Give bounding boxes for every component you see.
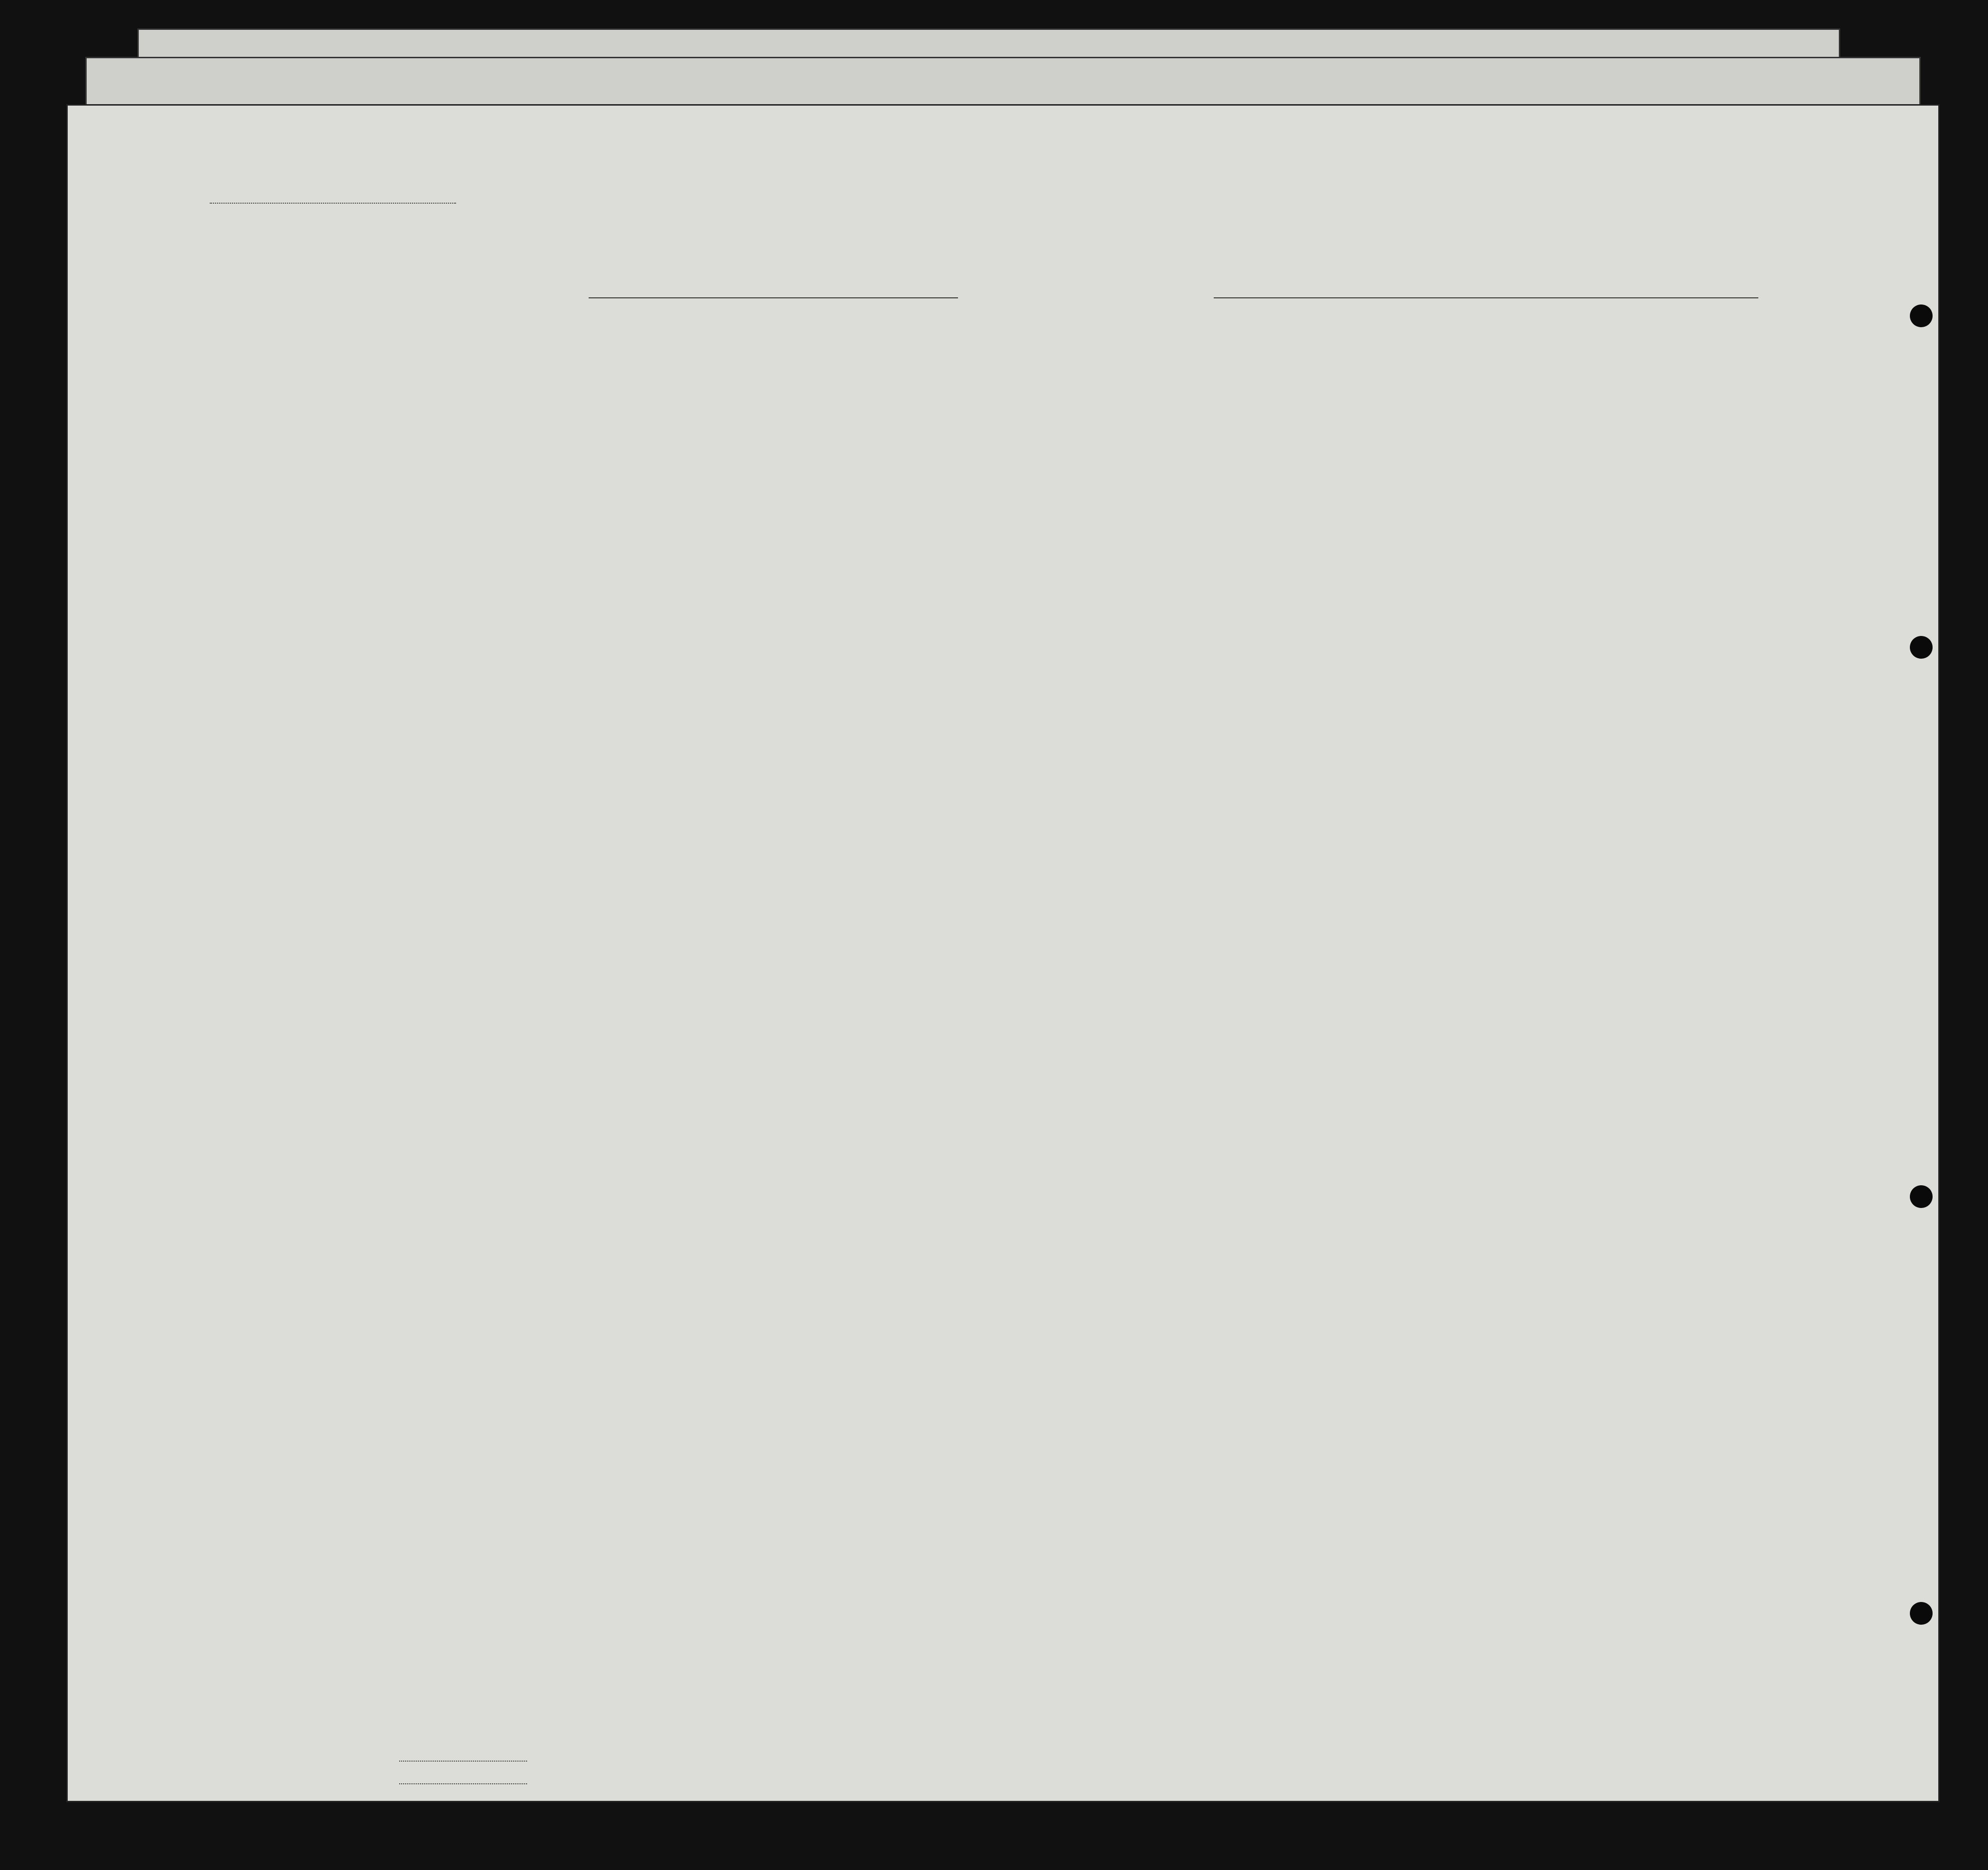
binder-hole xyxy=(1910,1185,1933,1208)
binder-hole xyxy=(1910,636,1933,659)
list-line xyxy=(210,203,456,204)
manifest-sheet xyxy=(66,104,1940,1802)
binder-hole xyxy=(1910,1602,1933,1625)
us-citizens-line xyxy=(399,1783,527,1784)
port-line xyxy=(1214,297,1607,298)
ship-line xyxy=(589,297,958,298)
binder-hole xyxy=(1910,304,1933,327)
date-line xyxy=(1550,297,1758,298)
table-grid xyxy=(68,106,1938,1801)
total-passengers-line xyxy=(399,1761,527,1762)
